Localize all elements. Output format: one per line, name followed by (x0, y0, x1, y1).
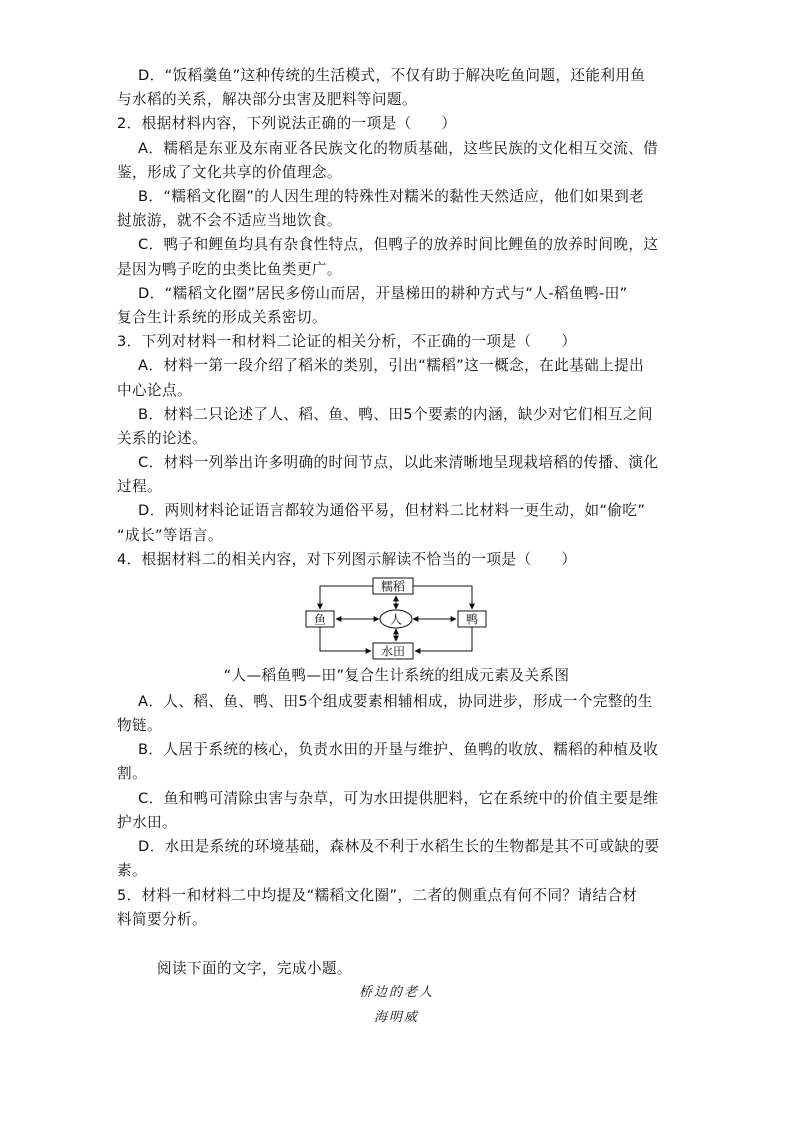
option-line: A．糯稻是东亚及东南亚各民族文化的物质基础，这些民族的文化相互交流、借 (138, 140, 659, 157)
option-line: C．材料一列举出许多明确的时间节点，以此来清晰地呈现栽培稻的传播、演化 (138, 454, 659, 471)
arrow-top-to-right (413, 586, 472, 609)
option-line: D．水田是系统的环境基础，森林及不利于水稻生长的生物都是其不可或缺的要 (138, 838, 660, 855)
relation-diagram (300, 576, 490, 660)
question-3-stem: 3．下列对材料一和材料二论证的相关分析，不正确的一项是（ ） (117, 333, 577, 350)
option-line: A．材料一第一段介绍了稻米的类别，引出“糯稻”这一概念，在此基础上提出 (138, 357, 645, 374)
node-label-center: 人 (389, 612, 403, 627)
option-line: D．“糯稻文化圈”居民多傍山而居，开垦梯田的耕种方式与“人-稻鱼鸭-田” (138, 285, 628, 302)
node-label-top: 糯稻 (380, 579, 406, 594)
option-line: 鉴，形成了文化共享的价值理念。 (117, 164, 342, 181)
option-line: C．鱼和鸭可清除虫害与杂草，可为水田提供肥料，它在系统中的价值主要是维 (138, 790, 659, 807)
question-5-stem: 料简要分析。 (117, 911, 207, 928)
question-2-stem: 2．根据材料内容，下列说法正确的一项是（ ） (117, 115, 457, 132)
option-line: B．材料二只论述了人、稻、鱼、鸭、田5个要素的内涵，缺少对它们相互之间 (138, 406, 653, 423)
option-line: B．“糯稻文化圈”的人因生理的特殊性对糯米的黏性天然适应，他们如果到老 (138, 188, 645, 205)
arrow-top-to-left (320, 586, 373, 609)
node-label-right: 鸭 (465, 612, 479, 627)
question-5-stem: 5．材料一和材料二中均提及“糯稻文化圈”，二者的侧重点有何不同？请结合材 (117, 887, 638, 904)
node-label-bottom: 水田 (380, 644, 406, 659)
node-label-left: 鱼 (313, 612, 327, 627)
option-line: 物链。 (117, 717, 162, 734)
option-line: 是因为鸭子吃的虫类比鱼类更广。 (117, 261, 342, 278)
option-line: 与水稻的关系，解决部分虫害及肥料等问题。 (117, 91, 417, 108)
arrow-left-to-bottom (320, 627, 371, 651)
option-line: 素。 (117, 862, 147, 879)
option-line: A．人、稻、鱼、鸭、田5个组成要素相辅相成，协同进步，形成一个完整的生 (138, 693, 653, 710)
option-line: C．鸭子和鲤鱼均具有杂食性特点，但鸭子的放养时间比鲤鱼的放养时间晚，这 (138, 236, 659, 253)
question-4-stem: 4．根据材料二的相关内容，对下列图示解读不恰当的一项是（ ） (117, 551, 577, 568)
article-title: 桥边的老人 (358, 985, 434, 1000)
option-line: 挝旅游，就不会不适应当地饮食。 (117, 212, 342, 229)
option-line: “成长”等语言。 (117, 527, 223, 544)
option-line: 割。 (117, 765, 147, 782)
option-line: B．人居于系统的核心，负责水田的开垦与维护、鱼鸭的收放、糯稻的种植及收 (138, 741, 659, 758)
option-line: 关系的论述。 (117, 430, 207, 447)
article-author: 海明威 (373, 1010, 419, 1025)
option-line: 过程。 (117, 478, 162, 495)
option-line: D．两则材料论证语言都较为通俗平易，但材料二比材料一更生动，如“偷吃” (138, 502, 646, 519)
diagram-caption: “人—稻鱼鸭—田”复合生计系统的组成元素及关系图 (223, 667, 570, 684)
option-line: 复合生计系统的形成关系密切。 (117, 309, 327, 326)
arrow-right-to-bottom (415, 627, 472, 651)
option-line: 中心论点。 (117, 382, 192, 399)
reading-instruction: 阅读下面的文字，完成小题。 (157, 960, 352, 977)
option-line: 护水田。 (117, 814, 177, 831)
option-line: D．“饭稻羹鱼”这种传统的生活模式，不仅有助于解决吃鱼问题，还能利用鱼 (138, 67, 646, 84)
